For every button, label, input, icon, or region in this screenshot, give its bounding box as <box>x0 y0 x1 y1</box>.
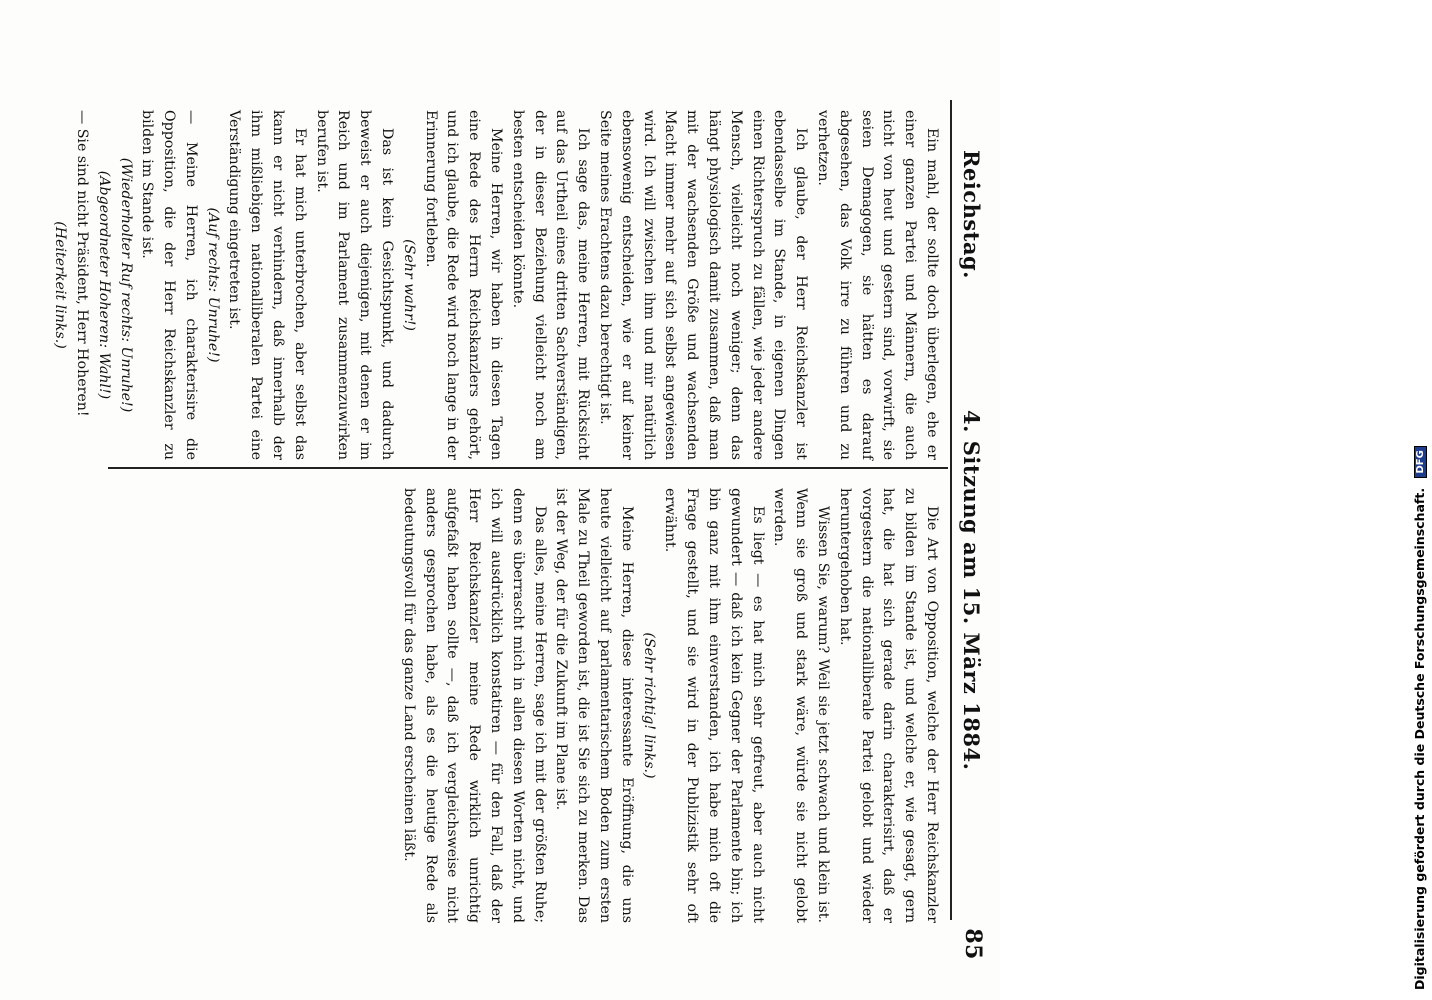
page-header <box>952 30 992 970</box>
paragraph: Ich sage das, meine Herren, mit Rücksicht auf das Urtheil eines dritten Sachverständigen, der in dieser Beziehung vielleicht noch am besten entscheiden könnte. <box>509 110 592 460</box>
digitization-credit <box>1412 446 1427 990</box>
interjection: (Heiterkeit links.) <box>52 221 69 349</box>
paragraph: Das alles, meine Herren, sage ich mit der größten Ruhe; denn es überrascht mich in allen diesen Worten nicht, und ich will ausdrücklich konstatiren — für den Fall, daß der Herr Reichskanzler meine Rede wirklich unrichtig aufgefaßt haben sollte —, daß ich vergleichsweise nicht anders gesprochen habe, als es die heutige Rede als bedeutungsvoll für das ganze Land erscheinen läßt. <box>400 488 548 923</box>
paragraph: — Sie sind nicht Präsident, Herr Hoheren! <box>73 110 90 417</box>
paragraph: Es liegt — es hat mich sehr gefreut, aber auch nicht gewundert — daß ich kein Gegner der Parlamente bin; ich bin ganz mit ihm einverstanden, ich habe mich oft die Frage gestellt, und sie wird in der Publizistik sehr oft erwähnt. <box>662 488 766 923</box>
header-title: Reichstag. <box>959 150 984 279</box>
interjection: (Auf rechts: Unruhe!) <box>204 207 221 363</box>
paragraph: Ich glaube, der Herr Reichskanzler ist ebendasselbe im Stande, in eigenen Dingen einen Richterspruch zu fällen, wie jeder andere Mensch, vielleicht noch weniger; denn das hängt physiologisch damit zusammen, daß man mit der wachsenden Größe und wachsenden Macht immer mehr auf sich selbst angewiesen wird. Ich will zwischen ihm und mir natürlich ebensowenig entscheiden, wie er auf keiner Seite meines Erachtens dazu berechtigt ist. <box>597 110 810 460</box>
paragraph: Meine Herren, wir haben in diesen Tagen eine Rede des Herrn Reichskanzlers gehört, und ich glaube, die Rede wird noch lange in der Erinnerung fortleben. <box>422 110 505 460</box>
page-number: 85 <box>960 928 986 960</box>
left-text-column <box>52 110 942 460</box>
paragraph: Er hat mich unterbrochen, aber selbst das kann er nicht verhindern, daß innerhalb der ihm mißliebigen nationalliberalen Partei eine Verständigung eingetreten ist. <box>226 110 308 460</box>
credit-text: Digitalisierung gefördert durch die Deutsche Forschungsgemeinschaft. <box>1412 487 1427 990</box>
interjection: (Wiederholter Ruf rechts: Unruhe!) <box>117 157 134 413</box>
paragraph: Ein mahl, der sollte doch überlegen, ehe er einer ganzen Partei und Männern, die auch nicht von heut und gestern sind, vorwirft, sie seien Demagogen, sie hätten es darauf abgesehen, das Volk irre zu führen und zu verhetzen. <box>815 110 940 460</box>
column-divider <box>108 467 948 469</box>
paragraph: Die Art von Opposition, welche der Herr Reichskanzler zu bilden im Stande ist, und welche er, wie gesagt, gern hat, die hat sich gerade darin charakterisirt, daß er vorgestern die nationalliberale Partei gelobt und wieder heruntergehoben hat. <box>836 488 940 923</box>
dfg-logo: DFG <box>1414 446 1427 477</box>
interjection: (Abgeordneter Hoheren: Wahl!) <box>95 170 112 400</box>
header-rule <box>950 100 952 920</box>
paragraph: Das ist kein Gesichtspunkt, und dadurch beweist er auch diejenigen, mit denen er im Reich und im Parlament zusammenzuwirken berufen ist. <box>313 110 396 460</box>
session-title: 4. Sitzung am 15. März 1884. <box>959 410 984 771</box>
paragraph: Meine Herren, diese interessante Eröffnung, die uns heute vielleicht auf parlamentarischem Boden zum ersten Male zu Theil geworden ist, die ist Sie sich zu merken. Das ist der Weg, der für die Zukunft im Plane ist. <box>553 488 635 923</box>
paragraph: Wissen Sie, warum? Weil sie jetzt schwach und klein ist. Wenn sie groß und stark wäre, würde sie nicht gelobt werden. <box>771 488 832 923</box>
paragraph: — Meine Herren, ich charakterisire die Opposition, die der Herr Reichskanzler zu bilden im Stande ist. <box>139 110 199 460</box>
right-text-column <box>302 488 942 923</box>
interjection: (Sehr wahr!) <box>400 239 417 331</box>
interjection: (Sehr richtig! links.) <box>640 632 657 779</box>
